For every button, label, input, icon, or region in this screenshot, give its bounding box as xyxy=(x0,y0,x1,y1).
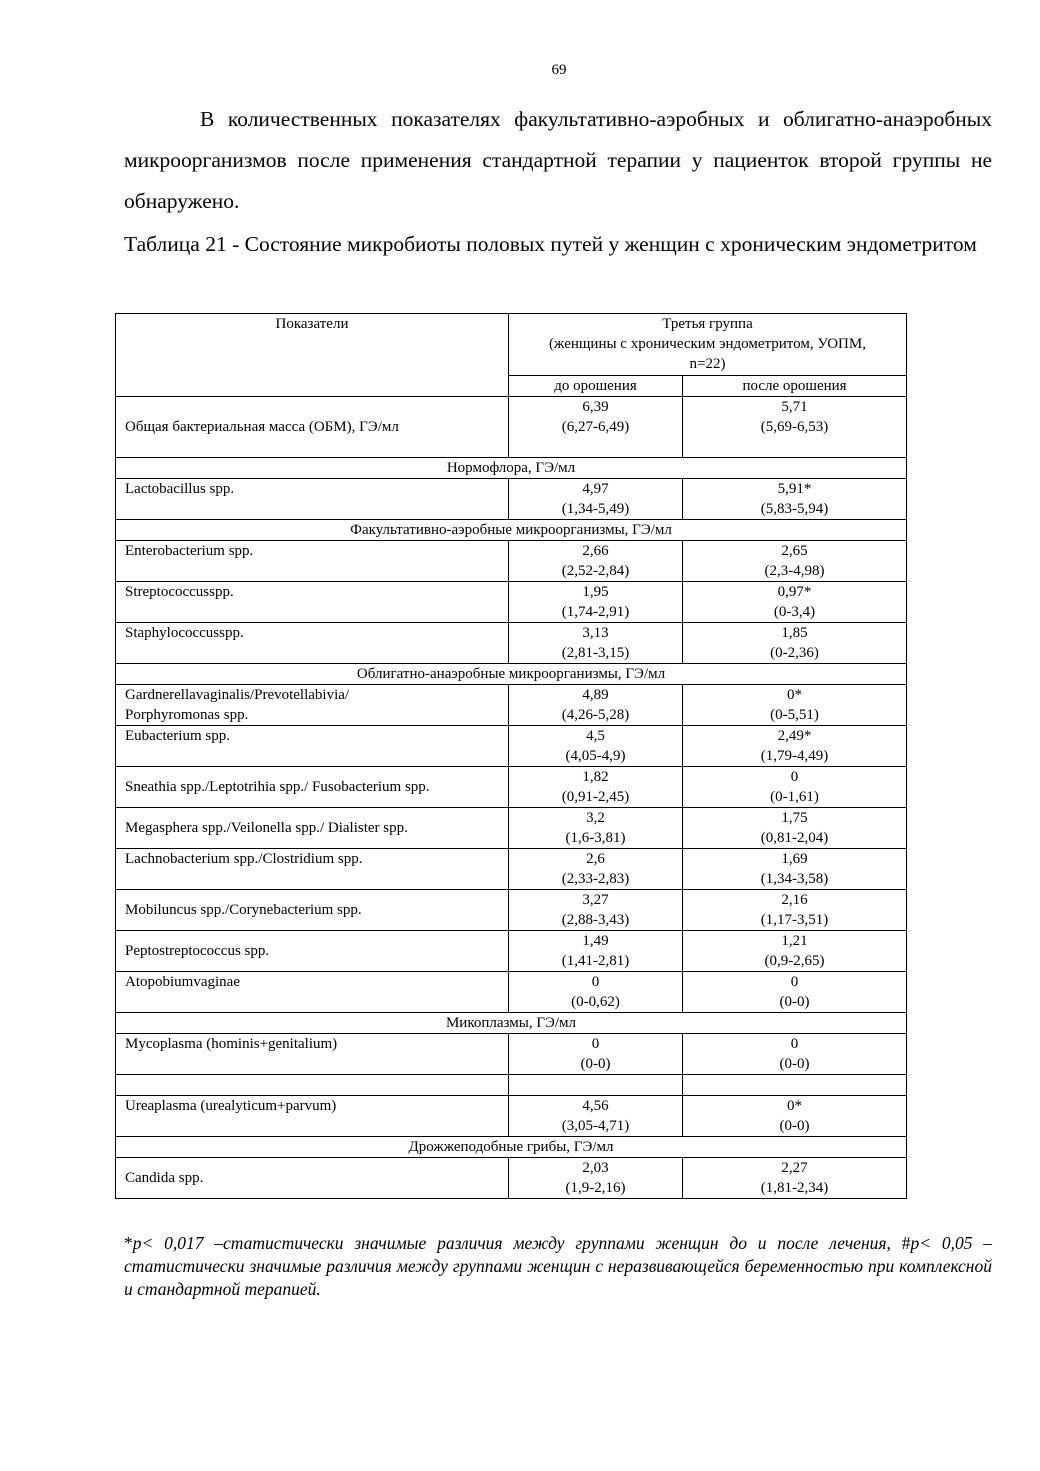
section-row xyxy=(116,664,907,685)
table-caption: Таблица 21 - Состояние микробиоты половых путей у женщин с хроническим эндометритом xyxy=(124,232,977,256)
microbiota-table xyxy=(115,313,907,1199)
row-label: Lachnobacterium spp./Clostridium spp. xyxy=(116,849,509,890)
section-facultative: Факультативно-аэробные микроорганизмы, ГЭ/мл xyxy=(116,520,907,541)
section-mycoplasma: Микоплазмы, ГЭ/мл xyxy=(116,1013,907,1034)
section-row xyxy=(116,1013,907,1034)
row-label: Ureaplasma (urealyticum+parvum) xyxy=(116,1096,509,1137)
table-row: Staphylococcusspp. 3,13 (2,81-3,15) 1,85 (0-2,36) xyxy=(116,623,907,664)
footnote-asterisk: * xyxy=(124,1233,133,1253)
table-row: Sneathia spp./Leptotrihia spp./ Fusobacterium spp. 1,82 (0,91-2,45) 0 (0-1,61) xyxy=(116,767,907,808)
row-label: Общая бактериальная масса (ОБМ), ГЭ/мл xyxy=(116,397,509,458)
table-row: Gardnerellavaginalis/Prevotellabivia/ Porphyromonas spp. 4,89 (4,26-5,28) 0* (0-5,51) xyxy=(116,685,907,726)
header-third-group: Третья группа (женщины с хроническим эндометритом, УОПМ, n=22) xyxy=(509,314,907,376)
table-row: Candida spp. 2,03 (1,9-2,16) 2,27 (1,81-2,34) xyxy=(116,1158,907,1199)
header-indicators: Показатели xyxy=(116,314,509,397)
row-label: Mobiluncus spp./Corynebacterium spp. xyxy=(116,890,509,931)
section-row xyxy=(116,1137,907,1158)
table-row: Ureaplasma (urealyticum+parvum) 4,56 (3,05-4,71) 0* (0-0) xyxy=(116,1096,907,1137)
footnote-hash: # xyxy=(901,1233,911,1253)
table-row: Atopobiumvaginae 0 (0-0,62) 0 (0-0) xyxy=(116,972,907,1013)
page-number: 69 xyxy=(551,62,567,78)
table-row: Megasphera spp./Veilonella spp./ Dialister spp. 3,2 (1,6-3,81) 1,75 (0,81-2,04) xyxy=(116,808,907,849)
row-label: Lactobacillus spp. xyxy=(116,479,509,520)
row-label: Streptococcusspp. xyxy=(116,582,509,623)
empty-row xyxy=(116,1075,907,1096)
section-row xyxy=(116,520,907,541)
table-row: Общая бактериальная масса (ОБМ), ГЭ/мл 6,39 (6,27-6,49) 5,71 (5,69-6,53) xyxy=(116,397,907,458)
table-footnote xyxy=(124,1232,992,1301)
body-paragraph: В количественных показателях факультативно-аэробных и облигатно-анаэробных микроорганизмов после применения стандартной терапии у пациенток второй группы не обнаружено. xyxy=(124,107,992,213)
row-label: Peptostreptococcus spp. xyxy=(116,931,509,972)
table-row: Mobiluncus spp./Corynebacterium spp. 3,27 (2,88-3,43) 2,16 (1,17-3,51) xyxy=(116,890,907,931)
row-label: Megasphera spp./Veilonella spp./ Dialister spp. xyxy=(116,808,509,849)
table-row: Eubacterium spp. 4,5 (4,05-4,9) 2,49* (1,79-4,49) xyxy=(116,726,907,767)
section-yeast: Дрожжеподобные грибы, ГЭ/мл xyxy=(116,1137,907,1158)
table-row: Enterobacterium spp. 2,66 (2,52-2,84) 2,65 (2,3-4,98) xyxy=(116,541,907,582)
table-row: Lactobacillus spp. 4,97 (1,34-5,49) 5,91* (5,83-5,94) xyxy=(116,479,907,520)
table-row: Mycoplasma (hominis+genitalium) 0 (0-0) 0 (0-0) xyxy=(116,1034,907,1075)
footnote-text-2: р< 0,05 –статистически значимые различия между группами женщин с неразвивающейся беременностью при комплексной и стандартной терапией. xyxy=(124,1233,993,1299)
row-label: Mycoplasma (hominis+genitalium) xyxy=(116,1034,509,1075)
table-row: Peptostreptococcus spp. 1,49 (1,41-2,81) 1,21 (0,9-2,65) xyxy=(116,931,907,972)
table-row: Streptococcusspp. 1,95 (1,74-2,91) 0,97* (0-3,4) xyxy=(116,582,907,623)
table-row: Lachnobacterium spp./Clostridium spp. 2,6 (2,33-2,83) 1,69 (1,34-3,58) xyxy=(116,849,907,890)
row-label: Sneathia spp./Leptotrihia spp./ Fusobacterium spp. xyxy=(116,767,509,808)
row-label: Gardnerellavaginalis/Prevotellabivia/ Porphyromonas spp. xyxy=(116,685,509,726)
row-label: Staphylococcusspp. xyxy=(116,623,509,664)
section-normoflora: Нормофлора, ГЭ/мл xyxy=(116,458,907,479)
section-obligate: Облигатно-анаэробные микроорганизмы, ГЭ/мл xyxy=(116,664,907,685)
row-label: Eubacterium spp. xyxy=(116,726,509,767)
header-after-irrigation: после орошения xyxy=(683,376,907,397)
row-label: Enterobacterium spp. xyxy=(116,541,509,582)
header-before-irrigation: до орошения xyxy=(509,376,683,397)
footnote-text-1: р< 0,017 –статистически значимые различия между группами женщин до и после лечения, xyxy=(132,1233,891,1253)
section-row xyxy=(116,458,907,479)
row-label: Atopobiumvaginae xyxy=(116,972,509,1013)
row-label: Candida spp. xyxy=(116,1158,509,1199)
